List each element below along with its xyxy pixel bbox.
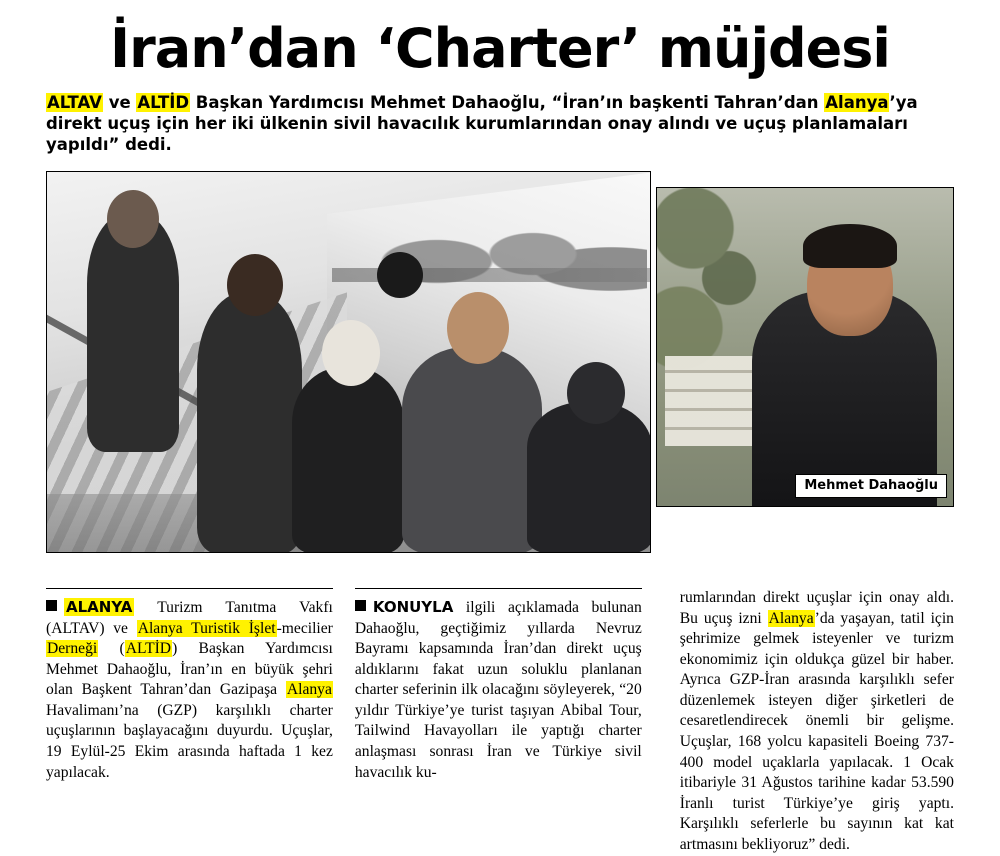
deck-text-3: ’ya direkt uçuş için her iki ülkenin sivil havacılık kurumlarından onay alındı ve uçuş planlamaları yapıldı” dedi. [46,93,918,155]
body-text: Turizm Tanıtma Vakfı (ALTAV) ve [46,599,333,637]
photo-person [527,402,651,553]
newspaper-page [0,17,1000,853]
deck-text-2: Başkan Yardımcısı Mehmet Dahaoğlu, “İran’ın başkenti Tahran’dan [190,93,825,112]
body-text: ( [98,640,125,658]
main-photo [46,171,651,553]
column-middle [355,588,642,804]
lead-word: ALANYA [66,598,133,616]
square-bullet-icon [355,600,366,611]
body-text: Havalimanı’na (GZP) karşılıklı charter uçuşlarının başlayacağını duyurdu. Uçuşlar, 19 Eylül-25 Ekim arasında haftada 1 kez yapılacak. [46,701,333,781]
side-photo [656,187,954,507]
highlight-text: ALTİD [125,640,172,658]
photo-beacon-light [377,252,423,298]
deck-highlight-alanya: Alanya [825,93,889,112]
column-right [679,588,954,853]
body-text: rumlarından direkt uçuşlar için onay aldı. Bu uçuş izni [679,589,954,627]
square-bullet-icon [46,600,57,611]
photo-person-head [227,254,283,316]
body-text: ) Başkan Yardımcısı Mehmet Dahaoğlu, İran’ın en büyük şehri olan Başkent Tahran’dan Gazipaşa [46,640,333,699]
photo-person-head [322,320,380,386]
photo-person [197,292,302,553]
column-left [46,588,333,804]
highlight-text: Alanya [286,681,332,699]
article-body [46,588,954,853]
photo-person [87,212,179,452]
media-row [46,171,954,553]
lead-word: KONUYLA [372,598,454,616]
paragraph [680,588,954,856]
paragraph [355,598,642,783]
paragraph [46,598,333,783]
deck-highlight-altid: ALTİD [137,93,190,112]
photo-person-head [447,292,509,364]
side-photo-person-hair [803,224,897,268]
page-title: İran’dan ‘Charter’ müjdesi [110,17,890,80]
article-deck [46,92,954,155]
photo-person-head [567,362,625,424]
column-rule [355,588,642,589]
photo-caption: Mehmet Dahaoğlu [795,474,947,498]
highlight-text: Alanya Turistik İşlet [137,619,276,637]
body-text: -mecilier [276,619,333,637]
body-text: ilgili açıklamada bulunan Dahaoğlu, geçtiğimiz yıllarda Nevruz Bayramı kapsamında İran’dan direkt uçuş aldıklarını fakat uzun soluklu planlanan charter seferinin ilk olacağını söyleyerek, “20 yıldır Türkiye’ye turist taşıyan Abibal Tour, Tailwind Havayolları ile yaptığı charter anlaşması sonrası İran ve Türkiye sivil havacılık ku- [354,599,642,781]
photo-person-head [107,190,159,248]
body-text: ’da yaşayan, tatil için şehrimize gelmek isteyenler ve turizm ekonomimiz için oldukça güzel bir haber. Ayrıca GZP-İran arasında karşılıklı sefer düzenlemek isteyen diğer şirketleri de cesaretlendirecek önemli bir gelişme. Uçuşlar, 168 yolcu kapasiteli Boeing 737-400 model uçaklarla yapılacak. 1 Ocak itibariyle 31 Ağustos tarihine kadar 53.590 İranlı turist Türkiye’ye giriş yaptı. Karşılıklı seferlerle bu sayının kat kat artmasını bekliyoruz” dedi. [679,609,954,853]
photo-person [402,347,542,553]
column-rule [46,588,333,589]
deck-text-1: ve [102,93,137,112]
highlight-text: Derneği [47,640,98,658]
deck-highlight-altav: ALTAV [47,93,102,112]
highlight-text: Alanya [768,609,814,627]
photo-person [292,367,404,553]
